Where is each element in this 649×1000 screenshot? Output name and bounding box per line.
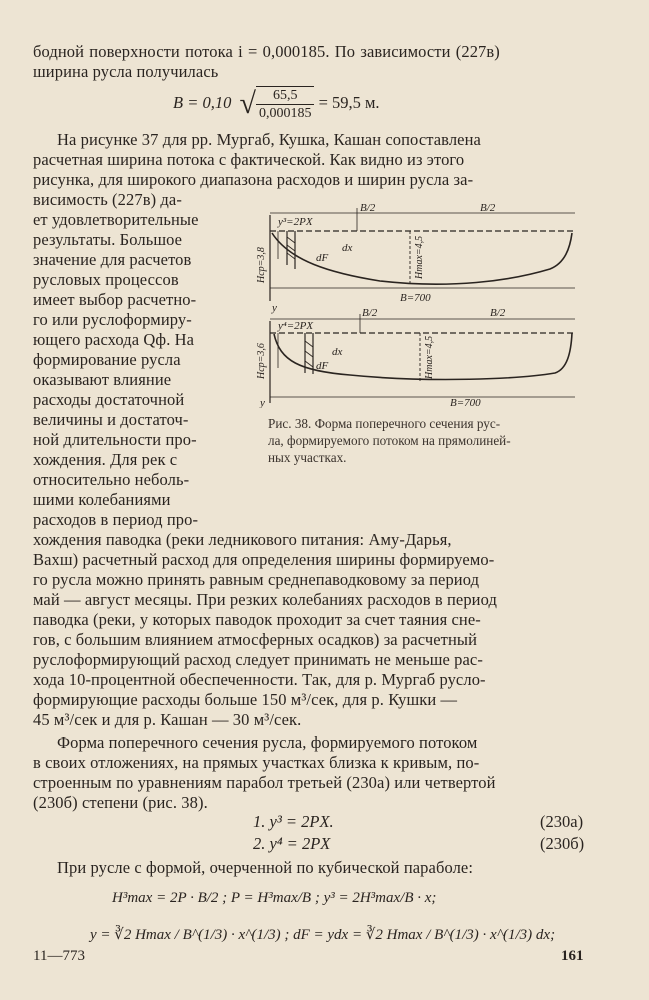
- equation-230a: 1. y³ = 2PX.: [253, 812, 334, 831]
- signature-mark: 11—773: [33, 948, 85, 964]
- top-eq-label: y³=2PX: [278, 216, 313, 228]
- bottom-half-right-label: B/2: [490, 307, 506, 319]
- figure-caption-line: ных участках.: [268, 450, 347, 465]
- text-line-3: На рисунке 37 для рр. Мургаб, Кушка, Кашан сопоставлена: [57, 130, 481, 149]
- figure-caption-line: Рис. 38. Форма поперечного сечения рус-: [268, 416, 501, 431]
- bottom-width-label: B=700: [450, 397, 481, 408]
- figure-caption-line: ла, формируемого потоком на прямолиней-: [268, 433, 511, 448]
- wrap-line: расходов в период про-: [33, 510, 199, 529]
- wrap-line: висимость (227в) да-: [33, 190, 182, 209]
- top-df-label: dF: [316, 252, 329, 264]
- equation-230a-number: (230а): [540, 812, 584, 831]
- text-line: формирующие расходы больше 150 м³/сек, для р. Кушки —: [33, 690, 458, 709]
- wrap-line: результаты. Большое: [33, 230, 183, 249]
- equation-cubic-parameters: H³max = 2P · B/2 ; P = H³max/B ; y³ = 2H³max/B · x;: [112, 890, 437, 906]
- text-line: При русле с формой, очерченной по кубической параболе:: [57, 858, 474, 877]
- bottom-hcp-label: Hср=3,6: [256, 343, 267, 379]
- text-line-4: расчетная ширина потока с фактической. Как видно из этого: [33, 150, 465, 169]
- text-line-2: ширина русла получилась: [33, 62, 219, 81]
- text-line: Вахш) расчетный расход для определения ширины формируемо-: [33, 550, 495, 569]
- equation-area-element: y = ∛2 Hmax / B^(1/3) · x^(1/3) ; dF = ydx = ∛2 Hmax / B^(1/3) · x^(1/3) dx;: [90, 927, 556, 943]
- top-hmax-label: Hmax=4,5: [414, 235, 425, 279]
- text-line: хода 10-процентной обеспеченности. Так, для р. Мургаб русло-: [33, 670, 486, 689]
- bottom-channel-profile: [274, 333, 572, 379]
- wrap-line: величины и достаточ-: [33, 410, 189, 429]
- wrap-line: ет удовлетворительные: [33, 210, 199, 229]
- wrap-line: относительно неболь-: [33, 470, 190, 489]
- text-line: май — август месяцы. При резких колебаниях расходов в период: [33, 590, 497, 609]
- text-line: хождения паводка (реки ледникового питания: Аму-Дарья,: [33, 530, 452, 549]
- top-dx-label: dx: [342, 242, 353, 254]
- bottom-half-left-label: B/2: [362, 307, 378, 319]
- wrap-line: формирование русла: [33, 350, 181, 369]
- top-width-label: B=700: [400, 292, 431, 304]
- text-line: го русла можно принять равным среднепаводковому за период: [33, 570, 480, 589]
- wrap-line: ной длительности про-: [33, 430, 197, 449]
- wrap-line: расходы достаточной: [33, 390, 185, 409]
- figure-channel-cross-sections: [250, 203, 590, 408]
- bottom-hmax-label: Hmax=4,5: [424, 335, 435, 379]
- formula-width-rhs: = 59,5 м.: [318, 92, 380, 112]
- bottom-y-label: y: [260, 397, 265, 408]
- text-line: Форма поперечного сечения русла, формируемого потоком: [57, 733, 478, 752]
- text-line: руслоформирующий расход следует принимать не меньше рас-: [33, 650, 483, 669]
- top-y-label: y: [272, 302, 277, 314]
- sqrt-sign: √: [239, 87, 256, 120]
- formula-width: [173, 86, 380, 122]
- equation-230b: 2. y⁴ = 2PX: [253, 834, 331, 853]
- bottom-eq-label: y⁴=2PX: [278, 320, 314, 332]
- top-half-left-label: B/2: [360, 203, 376, 214]
- text-line: (230б) степени (рис. 38).: [33, 793, 208, 812]
- text-line: паводка (реки, у которых паводок проходит за счет таяния сне-: [33, 610, 481, 629]
- bottom-dx-label: dx: [332, 346, 343, 358]
- text-line-1: бодной поверхности потока i = 0,000185. По зависимости (227в): [33, 42, 500, 61]
- wrap-line: ющего расхода Qф. На: [33, 330, 195, 349]
- wrap-line: шими колебаниями: [33, 490, 171, 509]
- text-line: 45 м³/сек и для р. Кашан — 30 м³/сек.: [33, 710, 302, 729]
- wrap-line: значение для расчетов: [33, 250, 192, 269]
- page-number: 161: [561, 948, 584, 964]
- wrap-line: хождения. Для рек с: [33, 450, 178, 469]
- formula-width-fraction: [256, 86, 315, 122]
- text-line-5: рисунка, для широкого диапазона расходов и ширин русла за-: [33, 170, 474, 189]
- formula-width-denominator: 0,000185: [258, 106, 312, 121]
- wrap-line: имеет выбор расчетно-: [33, 290, 197, 309]
- formula-width-numerator: 65,5: [256, 87, 315, 105]
- top-half-right-label: B/2: [480, 203, 496, 214]
- text-line: гов, с большим влиянием атмосферных осадков) за расчетный: [33, 630, 478, 649]
- top-hcp-label: Hср=3,8: [256, 247, 267, 283]
- wrap-line: русловых процессов: [33, 270, 179, 289]
- equation-230b-number: (230б): [540, 834, 585, 853]
- text-line: строенным по уравнениям парабол третьей (230а) или четвертой: [33, 773, 496, 792]
- bottom-df-label: dF: [316, 360, 329, 372]
- formula-width-lhs: B = 0,10: [173, 92, 232, 112]
- wrap-line: оказывают влияние: [33, 370, 172, 389]
- text-line: в своих отложениях, на прямых участках близка к кривым, по-: [33, 753, 480, 772]
- wrap-line: го или руслоформиру-: [33, 310, 192, 329]
